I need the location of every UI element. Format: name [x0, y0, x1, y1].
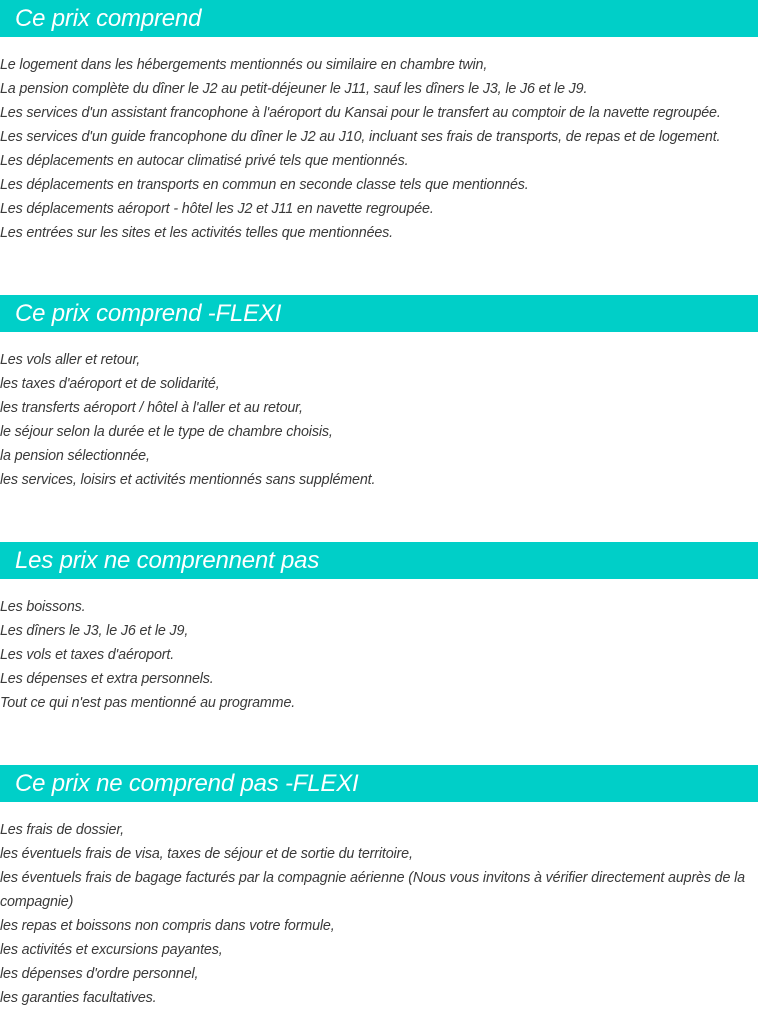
- list-item: Les services d'un assistant francophone à l'aéroport du Kansai pour le transfert au comptoir de la navette regroupée.: [0, 105, 721, 121]
- list-item: Tout ce qui n'est pas mentionné au programme.: [0, 695, 296, 711]
- section-title: Ce prix comprend -FLEXI: [15, 300, 282, 327]
- list-item: les services, loisirs et activités mentionnés sans supplément.: [0, 472, 376, 488]
- list-item: les éventuels frais de visa, taxes de séjour et de sortie du territoire,: [0, 846, 413, 862]
- list-item: Les vols et taxes d'aéroport.: [0, 647, 175, 663]
- list-item: Les services d'un guide francophone du dîner le J2 au J10, incluant ses frais de transports, de repas et de logement.: [0, 129, 721, 145]
- item-list: [0, 595, 758, 715]
- section-title: Ce prix comprend: [15, 5, 202, 32]
- list-item: les transferts aéroport / hôtel à l'aller et au retour,: [0, 400, 303, 416]
- list-item: le séjour selon la durée et le type de chambre choisis,: [0, 424, 333, 440]
- list-item: la pension sélectionnée,: [0, 448, 150, 464]
- list-item: Les déplacements en transports en commun en seconde classe tels que mentionnés.: [0, 177, 529, 193]
- list-item: Les déplacements aéroport - hôtel les J2 et J11 en navette regroupée.: [0, 201, 434, 217]
- item-list: [0, 348, 758, 492]
- section-price-excludes: [0, 542, 758, 715]
- list-item: les taxes d'aéroport et de solidarité,: [0, 376, 220, 392]
- section-price-includes: [0, 0, 758, 245]
- list-item: les éventuels frais de bagage facturés par la compagnie aérienne (Nous vous invitons à vérifier directement auprès de la compagnie): [0, 870, 745, 910]
- section-title: Ce prix ne comprend pas -FLEXI: [15, 770, 359, 797]
- list-item: Les frais de dossier,: [0, 822, 125, 838]
- section-header: [0, 542, 758, 579]
- section-price-includes-flexi: [0, 295, 758, 492]
- list-item: Les dépenses et extra personnels.: [0, 671, 214, 687]
- list-item: les garanties facultatives.: [0, 990, 157, 1006]
- section-header: [0, 765, 758, 802]
- list-item: les repas et boissons non compris dans votre formule,: [0, 918, 335, 934]
- list-item: Les vols aller et retour,: [0, 352, 141, 368]
- section-header: [0, 295, 758, 332]
- item-list: [0, 818, 758, 1010]
- section-header: [0, 0, 758, 37]
- list-item: Les déplacements en autocar climatisé privé tels que mentionnés.: [0, 153, 409, 169]
- list-item: Les entrées sur les sites et les activités telles que mentionnées.: [0, 225, 394, 241]
- list-item: les dépenses d'ordre personnel,: [0, 966, 199, 982]
- list-item: les activités et excursions payantes,: [0, 942, 223, 958]
- section-price-excludes-flexi: [0, 765, 758, 1010]
- list-item: Le logement dans les hébergements mentionnés ou similaire en chambre twin,: [0, 57, 488, 73]
- section-title: Les prix ne comprennent pas: [15, 547, 320, 574]
- list-item: Les boissons.: [0, 599, 86, 615]
- list-item: Les dîners le J3, le J6 et le J9,: [0, 623, 189, 639]
- item-list: [0, 53, 758, 245]
- list-item: La pension complète du dîner le J2 au petit-déjeuner le J11, sauf les dîners le J3, le J6 et le J9.: [0, 81, 588, 97]
